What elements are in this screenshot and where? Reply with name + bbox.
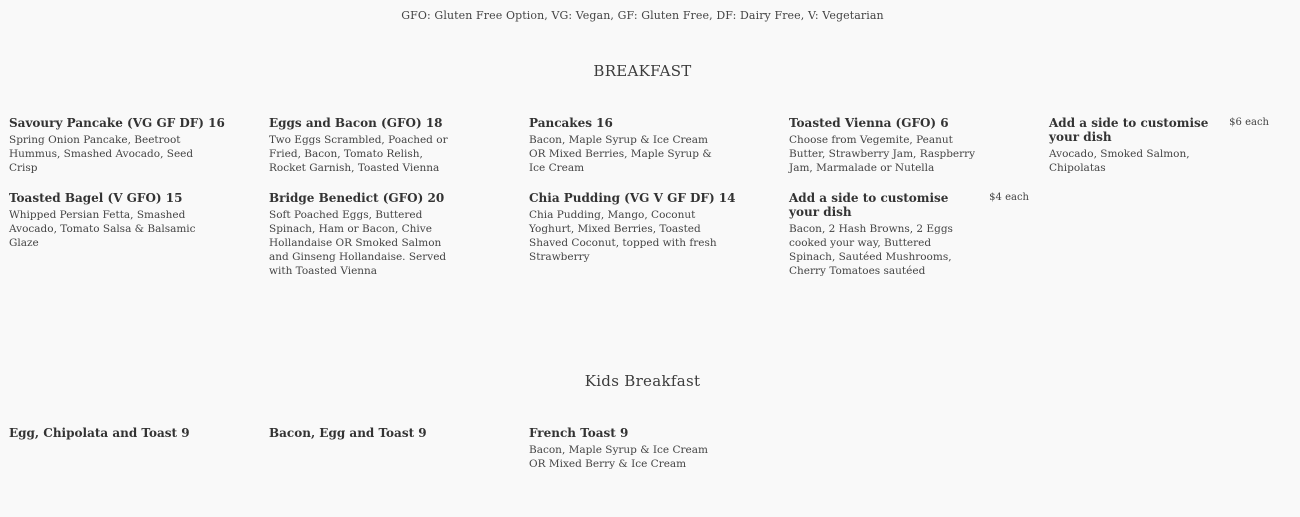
dietary-legend: GFO: Gluten Free Option, VG: Vegan, GF: Gluten Free, DF: Dairy Free, V: Vegetarian xyxy=(401,9,884,22)
menu-item-name: Egg, Chipolata and Toast 9 xyxy=(9,426,190,440)
menu-item-name: Chia Pudding (VG V GF DF) 14 xyxy=(529,191,736,205)
side-options-description: Bacon, 2 Hash Browns, 2 Eggs cooked your way, Buttered Spinach, Sautéed Mushrooms, Cherry Tomatoes sautéed xyxy=(789,223,953,277)
menu-item xyxy=(529,191,789,278)
menu-item xyxy=(9,191,269,278)
breakfast-menu-grid xyxy=(9,116,1289,278)
menu-item-name: French Toast 9 xyxy=(529,426,629,440)
menu-item-description: Whipped Persian Fetta, Smashed Avocado, Tomato Salsa & Balsamic Glaze xyxy=(9,209,196,249)
breakfast-section-title: BREAKFAST xyxy=(593,62,692,80)
menu-item-description: Bacon, Maple Syrup & Ice Cream OR Mixed Berries, Maple Syrup & Ice Cream xyxy=(529,134,712,174)
menu-item xyxy=(9,426,269,471)
menu-item xyxy=(529,426,789,471)
menu-item-description: Chia Pudding, Mango, Coconut Yoghurt, Mixed Berries, Toasted Shaved Coconut, topped with fresh Strawberry xyxy=(529,209,717,263)
menu-item-name: Pancakes 16 xyxy=(529,116,613,130)
side-options-price: $4 each xyxy=(989,192,1029,203)
menu-item-description: Soft Poached Eggs, Buttered Spinach, Ham or Bacon, Chive Hollandaise OR Smoked Salmon and Ginseng Hollandaise. Served with Toasted Vienna xyxy=(269,209,447,277)
menu-item-name: Toasted Bagel (V GFO) 15 xyxy=(9,191,183,205)
menu-item-description: Choose from Vegemite, Peanut Butter, Strawberry Jam, Raspberry Jam, Marmalade or Nutella xyxy=(789,134,976,174)
side-options-name: Add a side to customise your dish xyxy=(789,191,949,219)
menu-item xyxy=(269,116,529,175)
menu-item-name: Toasted Vienna (GFO) 6 xyxy=(789,116,949,130)
menu-item-description: Spring Onion Pancake, Beetroot Hummus, Smashed Avocado, Seed Crisp xyxy=(9,134,194,174)
menu-item-name: Savoury Pancake (VG GF DF) 16 xyxy=(9,116,225,130)
side-options-name: Add a side to customise your dish xyxy=(1049,116,1209,144)
menu-item-description: Two Eggs Scrambled, Poached or Fried, Bacon, Tomato Relish, Rocket Garnish, Toasted Vienna xyxy=(269,134,448,174)
kids-menu-grid xyxy=(9,426,1289,471)
side-options-price: $6 each xyxy=(1229,117,1269,128)
menu-item xyxy=(789,116,1049,175)
side-options-item xyxy=(789,191,1049,278)
menu-item-description: Bacon, Maple Syrup & Ice Cream OR Mixed Berry & Ice Cream xyxy=(529,444,708,470)
kids-section-title: Kids Breakfast xyxy=(584,372,701,390)
side-options-description: Avocado, Smoked Salmon, Chipolatas xyxy=(1049,148,1190,174)
menu-item xyxy=(529,116,789,175)
menu-item xyxy=(269,191,529,278)
menu-item xyxy=(9,116,269,175)
menu-item-name: Bacon, Egg and Toast 9 xyxy=(269,426,427,440)
menu-item-name: Bridge Benedict (GFO) 20 xyxy=(269,191,445,205)
menu-item-name: Eggs and Bacon (GFO) 18 xyxy=(269,116,443,130)
side-options-item xyxy=(1049,116,1289,175)
menu-item xyxy=(269,426,529,471)
